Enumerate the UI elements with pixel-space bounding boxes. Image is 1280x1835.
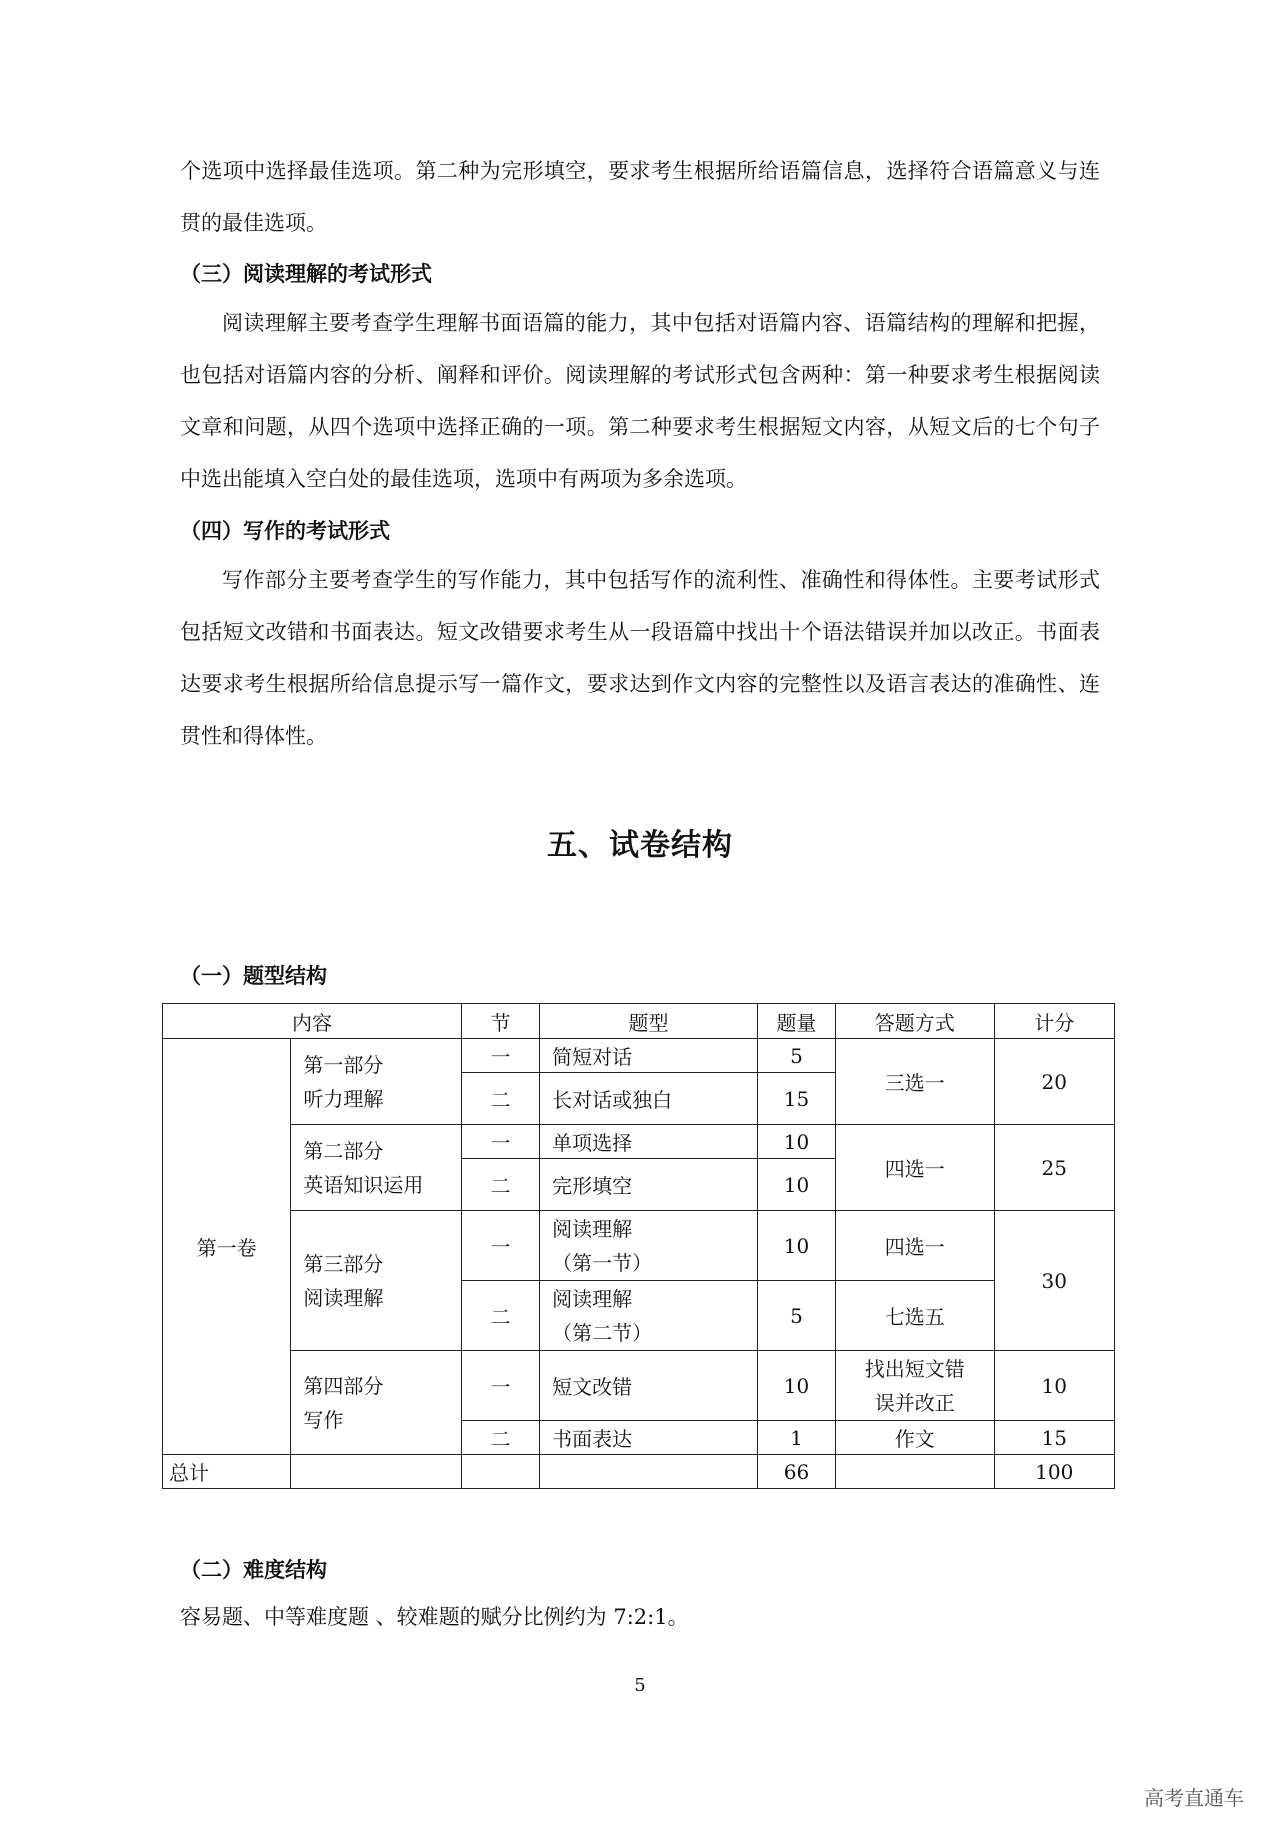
total-empty-cell bbox=[461, 1455, 539, 1489]
row-type: 长对话或独白 bbox=[540, 1073, 758, 1125]
row-section: 二 bbox=[461, 1159, 539, 1211]
part-1-method: 三选一 bbox=[836, 1039, 994, 1125]
table-row bbox=[163, 1039, 1115, 1073]
row-type-line1: 阅读理解 bbox=[552, 1286, 633, 1311]
row-section: 二 bbox=[461, 1281, 539, 1351]
total-label: 总计 bbox=[163, 1455, 291, 1489]
row-count: 10 bbox=[757, 1351, 835, 1421]
row-score: 10 bbox=[994, 1351, 1114, 1421]
row-count: 5 bbox=[757, 1039, 835, 1073]
part-1-name: 第一部分 bbox=[303, 1052, 384, 1077]
header-score: 计分 bbox=[994, 1004, 1114, 1039]
row-type: 单项选择 bbox=[540, 1125, 758, 1159]
row-count: 1 bbox=[757, 1421, 835, 1455]
row-count: 10 bbox=[757, 1211, 835, 1281]
row-section: 一 bbox=[461, 1039, 539, 1073]
part-1-topic: 听力理解 bbox=[303, 1086, 384, 1111]
row-type bbox=[540, 1281, 758, 1351]
header-content: 内容 bbox=[163, 1004, 462, 1039]
writing-heading: （四）写作的考试形式 bbox=[180, 519, 390, 543]
reading-heading: （三）阅读理解的考试形式 bbox=[180, 262, 432, 286]
part-2-name: 第二部分 bbox=[303, 1138, 384, 1163]
row-section: 二 bbox=[461, 1073, 539, 1125]
row-count: 15 bbox=[757, 1073, 835, 1125]
part-4-topic: 写作 bbox=[303, 1407, 344, 1432]
row-type bbox=[540, 1211, 758, 1281]
header-method: 答题方式 bbox=[836, 1004, 994, 1039]
row-type: 完形填空 bbox=[540, 1159, 758, 1211]
part-3-score: 30 bbox=[994, 1211, 1114, 1351]
structure-heading: （一）题型结构 bbox=[180, 964, 327, 988]
page-number: 5 bbox=[634, 1675, 646, 1696]
row-type: 短文改错 bbox=[540, 1351, 758, 1421]
row-section: 一 bbox=[461, 1351, 539, 1421]
row-method: 七选五 bbox=[836, 1281, 994, 1351]
header-type: 题型 bbox=[540, 1004, 758, 1039]
table-total-row bbox=[163, 1455, 1115, 1489]
row-type-line2: （第二节） bbox=[552, 1320, 653, 1345]
part-1-score: 20 bbox=[994, 1039, 1114, 1125]
part-2-cell bbox=[291, 1125, 462, 1211]
row-type-line1: 阅读理解 bbox=[552, 1216, 633, 1241]
row-count: 10 bbox=[757, 1159, 835, 1211]
exam-structure-table bbox=[162, 1003, 1115, 1489]
row-method bbox=[836, 1351, 994, 1421]
difficulty-paragraph: 容易题、中等难度题 、较难题的赋分比例约为 7:2:1。 bbox=[180, 1605, 689, 1629]
total-empty-cell bbox=[836, 1455, 994, 1489]
total-count: 66 bbox=[757, 1455, 835, 1489]
row-method: 四选一 bbox=[836, 1211, 994, 1281]
part-3-topic: 阅读理解 bbox=[303, 1285, 384, 1310]
row-section: 一 bbox=[461, 1211, 539, 1281]
row-section: 一 bbox=[461, 1125, 539, 1159]
difficulty-heading: （二）难度结构 bbox=[180, 1558, 327, 1582]
part-1-cell bbox=[291, 1039, 462, 1125]
row-type: 简短对话 bbox=[540, 1039, 758, 1073]
table-row bbox=[163, 1351, 1115, 1421]
section-title: 五、试卷结构 bbox=[547, 828, 733, 863]
row-method: 作文 bbox=[836, 1421, 994, 1455]
watermark: 高考直通车 bbox=[1144, 1786, 1244, 1810]
row-method-line1: 找出短文错 bbox=[864, 1356, 965, 1381]
table-header-row bbox=[163, 1004, 1115, 1039]
part-2-method: 四选一 bbox=[836, 1125, 994, 1211]
total-empty-cell bbox=[540, 1455, 758, 1489]
row-type-line2: （第一节） bbox=[552, 1250, 653, 1275]
total-empty-cell bbox=[291, 1455, 462, 1489]
table-row bbox=[163, 1211, 1115, 1281]
header-count: 题量 bbox=[757, 1004, 835, 1039]
part-4-cell bbox=[291, 1351, 462, 1455]
part-4-name: 第四部分 bbox=[303, 1373, 384, 1398]
reading-paragraph: 阅读理解主要考查学生理解书面语篇的能力，其中包括对语篇内容、语篇结构的理解和把握，也包括对语篇内容的分析、阐释和评价。阅读理解的考试形式包含两种：第一种要求考生根据阅读文章和问题，从四个选项中选择正确的一项。第二种要求考生根据短文内容，从短文后的七个句子中选出能填入空白处的最佳选项，选项中有两项为多余选项。 bbox=[180, 311, 1100, 491]
row-section: 二 bbox=[461, 1421, 539, 1455]
part-3-cell bbox=[291, 1211, 462, 1351]
header-section: 节 bbox=[461, 1004, 539, 1039]
intro-paragraph: 个选项中选择最佳选项。第二种为完形填空，要求考生根据所给语篇信息，选择符合语篇意义与连贯的最佳选项。 bbox=[180, 159, 1100, 235]
row-score: 15 bbox=[994, 1421, 1114, 1455]
row-count: 10 bbox=[757, 1125, 835, 1159]
total-score: 100 bbox=[994, 1455, 1114, 1489]
row-method-line2: 误并改正 bbox=[874, 1390, 955, 1415]
table-row bbox=[163, 1125, 1115, 1159]
volume-1-cell: 第一卷 bbox=[163, 1039, 291, 1455]
row-type: 书面表达 bbox=[540, 1421, 758, 1455]
part-2-score: 25 bbox=[994, 1125, 1114, 1211]
writing-paragraph: 写作部分主要考查学生的写作能力，其中包括写作的流利性、准确性和得体性。主要考试形式包括短文改错和书面表达。短文改错要求考生从一段语篇中找出十个语法错误并加以改正。书面表达要求考生根据所给信息提示写一篇作文，要求达到作文内容的完整性以及语言表达的准确性、连贯性和得体性。 bbox=[180, 568, 1100, 748]
part-2-topic: 英语知识运用 bbox=[303, 1172, 424, 1197]
part-3-name: 第三部分 bbox=[303, 1251, 384, 1276]
row-count: 5 bbox=[757, 1281, 835, 1351]
